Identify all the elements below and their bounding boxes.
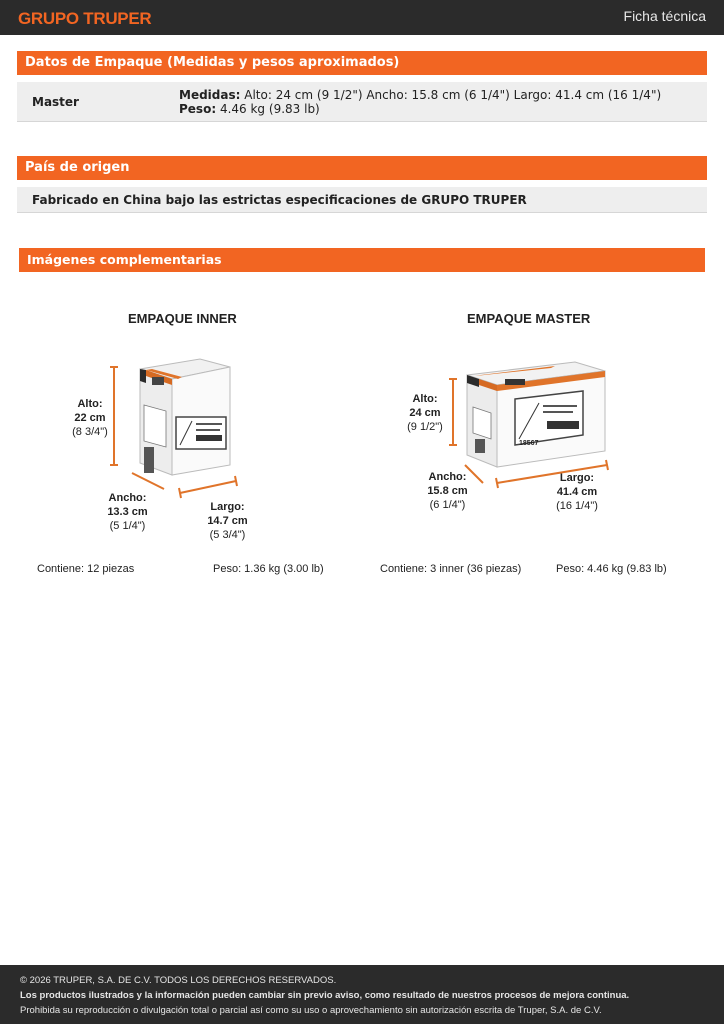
top-bar — [0, 0, 724, 35]
master-ancho-label: Ancho: 15.8 cm (6 1/4") — [427, 471, 468, 511]
master-title: EMPAQUE MASTER — [467, 311, 591, 326]
origin-row — [17, 187, 707, 213]
inner-contiene: Contiene: 12 piezas — [37, 563, 135, 575]
images-section-title: Imágenes complementarias — [19, 248, 705, 272]
packaging-row — [17, 82, 707, 122]
inner-title: EMPAQUE INNER — [128, 311, 237, 326]
packaging-section-title: Datos de Empaque (Medidas y pesos aproximados) — [17, 51, 707, 75]
packaging-row-value — [179, 88, 695, 116]
packaging-row-label: Master — [32, 95, 79, 109]
medidas-value: Alto: 24 cm (9 1/2") Ancho: 15.8 cm (6 1/4") Largo: 41.4 cm (16 1/4") — [244, 88, 662, 102]
footer-copyright: © 2026 TRUPER, S.A. DE C.V. TODOS LOS DERECHOS RESERVADOS. — [20, 975, 337, 986]
origin-text: Fabricado en China bajo las estrictas especificaciones de GRUPO TRUPER — [32, 193, 527, 207]
master-contiene: Contiene: 3 inner (36 piezas) — [380, 563, 522, 575]
origin-section-title: País de origen — [17, 156, 707, 180]
footer-prohibition: Prohibida su reproducción o divulgación total o parcial así como su uso o aprovechamiento sin autorización escrita de Truper, S.A. de C.V. — [20, 1005, 602, 1016]
document-type: Ficha técnica — [623, 8, 706, 24]
inner-peso: Peso: 1.36 kg (3.00 lb) — [213, 563, 324, 575]
master-box-code: 18567 — [519, 440, 539, 447]
master-peso: Peso: 4.46 kg (9.83 lb) — [556, 563, 667, 575]
master-alto-label: Alto: 24 cm (9 1/2") — [407, 393, 443, 433]
inner-largo-label: Largo: 14.7 cm (5 3/4") — [207, 501, 248, 541]
inner-ancho-label: Ancho: 13.3 cm (5 1/4") — [107, 492, 148, 532]
footer — [0, 965, 724, 1024]
inner-alto-label: Alto: 22 cm (8 3/4") — [72, 398, 108, 438]
master-largo-label: Largo: 41.4 cm (16 1/4") — [556, 472, 598, 512]
peso-label: Peso: — [179, 102, 217, 116]
medidas-label: Medidas: — [179, 88, 241, 102]
peso-value: 4.46 kg — [219, 102, 266, 116]
footer-notice: Los productos ilustrados y la información pueden cambiar sin previo aviso, como resultado de nuestros procesos de mejora continua. — [20, 990, 630, 1001]
peso-value-lb: (9.83 lb) — [268, 102, 320, 116]
brand-logo: GRUPO TRUPER — [18, 9, 152, 28]
